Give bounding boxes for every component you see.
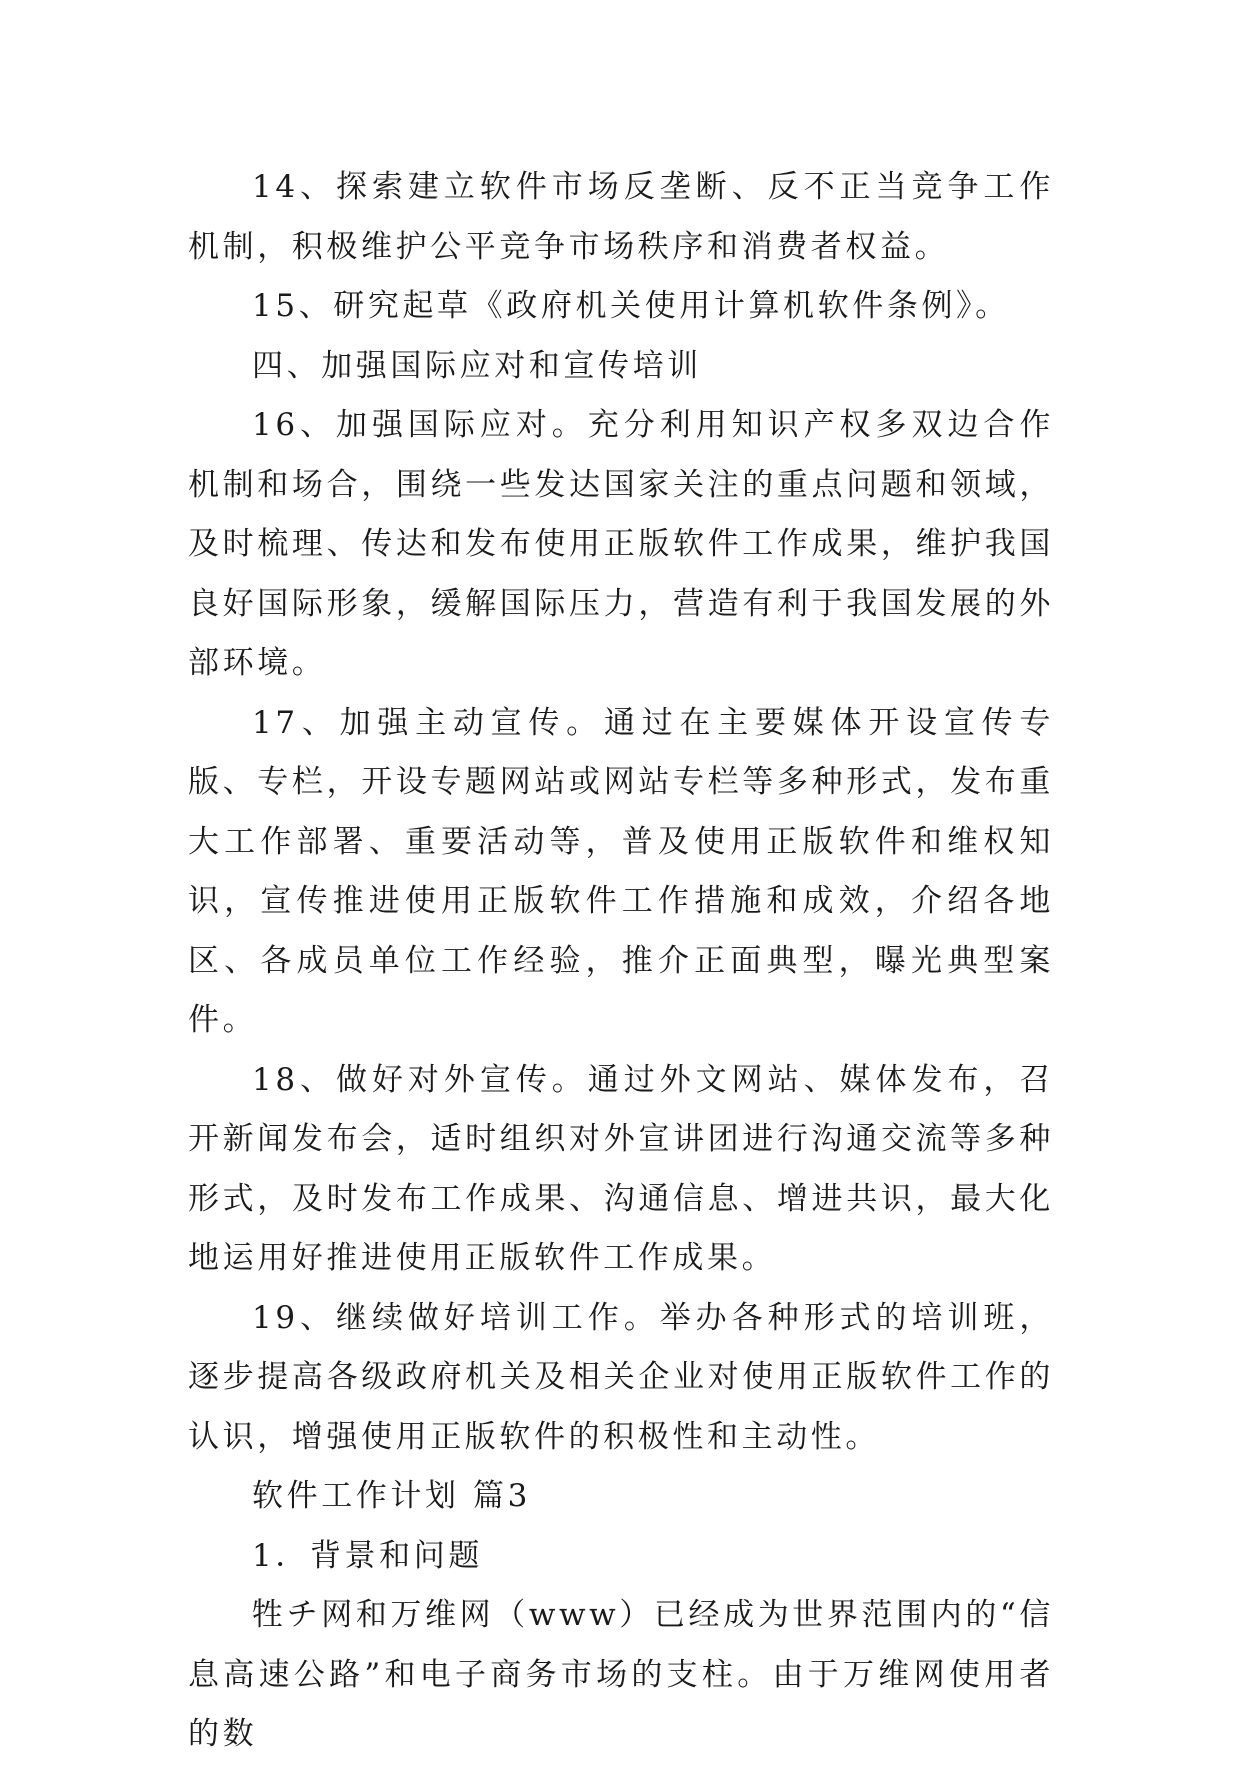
paragraph-17: 17、加强主动宣传。通过在主要媒体开设宣传专版、专栏，开设专题网站或网站专栏等多种形式，发布重大工作部署、重要活动等，普及使用正版软件和维权知识，宣传推进使用正版软件工作措施和成效，介绍各地区、各成员单位工作经验，推介正面典型，曝光典型案件。 — [188, 704, 1054, 1038]
document-body — [188, 158, 1054, 1765]
subsection-heading: 1．背景和问题 — [252, 1537, 483, 1574]
paragraph-14: 14、探索建立软件市场反垄断、反不正当竞争工作机制，积极维护公平竞争市场秩序和消费者权益。 — [188, 169, 1054, 265]
paragraph-18: 18、做好对外宣传。通过外文网站、媒体发布，召开新闻发布会，适时组织对外宣讲团进行沟通交流等多种形式，及时发布工作成果、沟通信息、增进共识，最大化地运用好推进使用正版软件工作成果。 — [188, 1061, 1054, 1276]
section-heading-4: 四、加强国际应对和宣传培训 — [252, 347, 702, 384]
paragraph-15: 15、研究起草《政府机关使用计算机软件条例》。 — [252, 288, 1010, 324]
paragraph-19: 19、继续做好培训工作。举办各种形式的培训班，逐步提高各级政府机关及相关企业对使用正版软件工作的认识，增强使用正版软件的积极性和主动性。 — [188, 1299, 1054, 1455]
article-title: 软件工作计划 篇3 — [252, 1478, 531, 1514]
paragraph-16: 16、加强国际应对。充分利用知识产权多双边合作机制和场合，围绕一些发达国家关注的重点问题和领域，及时梳理、传达和发布使用正版软件工作成果，维护我国良好国际形象，缓解国际压力，营造有利于我国发展的外部环境。 — [188, 407, 1054, 681]
paragraph-background: 牲チ网和万维网（www）已经成为世界范围内的“信息高速公路”和电子商务市场的支柱。由于万维网使用者的数 — [188, 1597, 1054, 1752]
